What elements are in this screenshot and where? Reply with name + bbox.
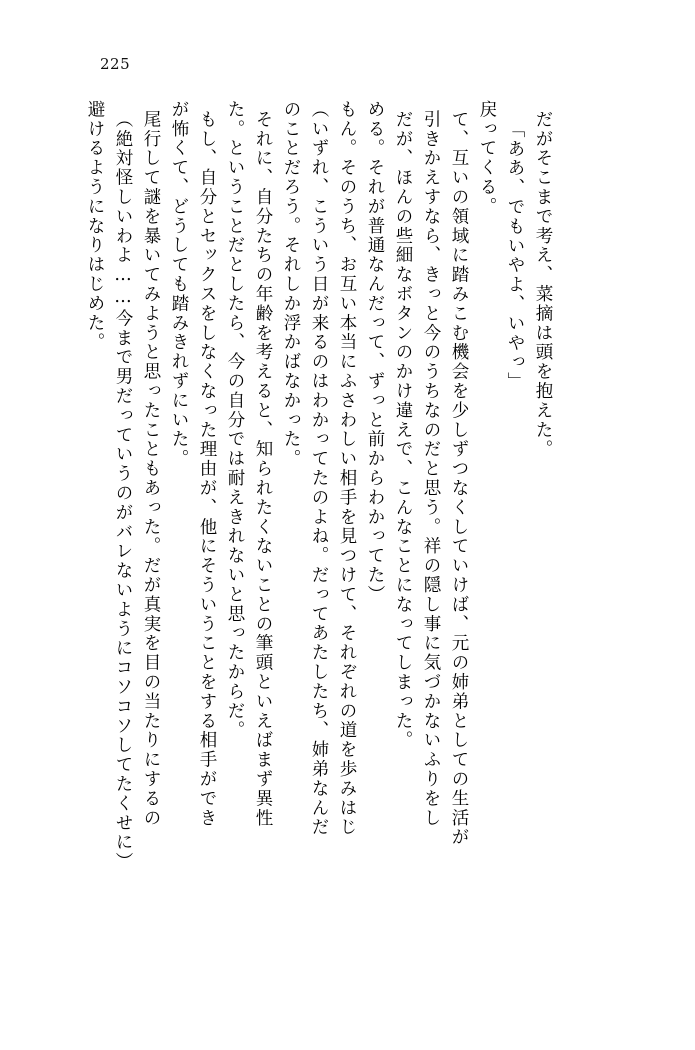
vertical-text-block: [75, 100, 635, 970]
text-line: （絶対怪しいわよ……今まで男だっていうのがバレないようにコソコソしてたくせに）: [113, 110, 133, 872]
text-line: める。それが普通なんだって、ずっと前からわかってた）: [365, 100, 385, 605]
text-line: それに、自分たちの年齢を考えると、知られたくないことの筆頭といえばまず異性: [253, 110, 273, 828]
text-line: のことだろう。それしか浮かばなかった。: [281, 100, 301, 469]
text-line: だがそこまで考え、菜摘は頭を抱えた。: [533, 110, 553, 460]
text-line: た。ということだとしたら、今の自分では耐えきれないと思ったからだ。: [225, 100, 245, 741]
text-line: 戻ってくる。: [477, 100, 497, 217]
text-line: もし、自分とセックスをしなくなった理由が、他にそういうことをする相手ができ: [197, 110, 217, 828]
page-number: 225: [100, 55, 131, 73]
text-line: 尾行して謎を暴いてみようと思ったこともあった。だが真実を目の当たりにするの: [141, 110, 161, 828]
text-line: だが、ほんの些細なボタンのかけ違えで、こんなことになってしまった。: [393, 110, 413, 751]
text-line: 引きかえすなら、きっと今のうちなのだと思う。祥の隠し事に気づかないふりをし: [421, 110, 441, 828]
text-line: （いずれ、こういう日が来るのはわかってたのよね。だってあたしたち、姉弟なんだ: [309, 100, 329, 838]
text-line: 「ああ、でもいやよ、いやっ」: [505, 120, 525, 392]
text-line: 避けるようになりはじめた。: [85, 100, 105, 353]
text-line: て、互いの領域に踏みこむ機会を少しずつなくしていけば、元の姉弟としての生活が: [449, 110, 469, 848]
text-line: もん。そのうち、お互い本当にふさわしい相手を見つけて、それぞれの道を歩みはじ: [337, 100, 357, 838]
text-line: が怖くて、どうしても踏みきれずにいた。: [169, 100, 189, 469]
